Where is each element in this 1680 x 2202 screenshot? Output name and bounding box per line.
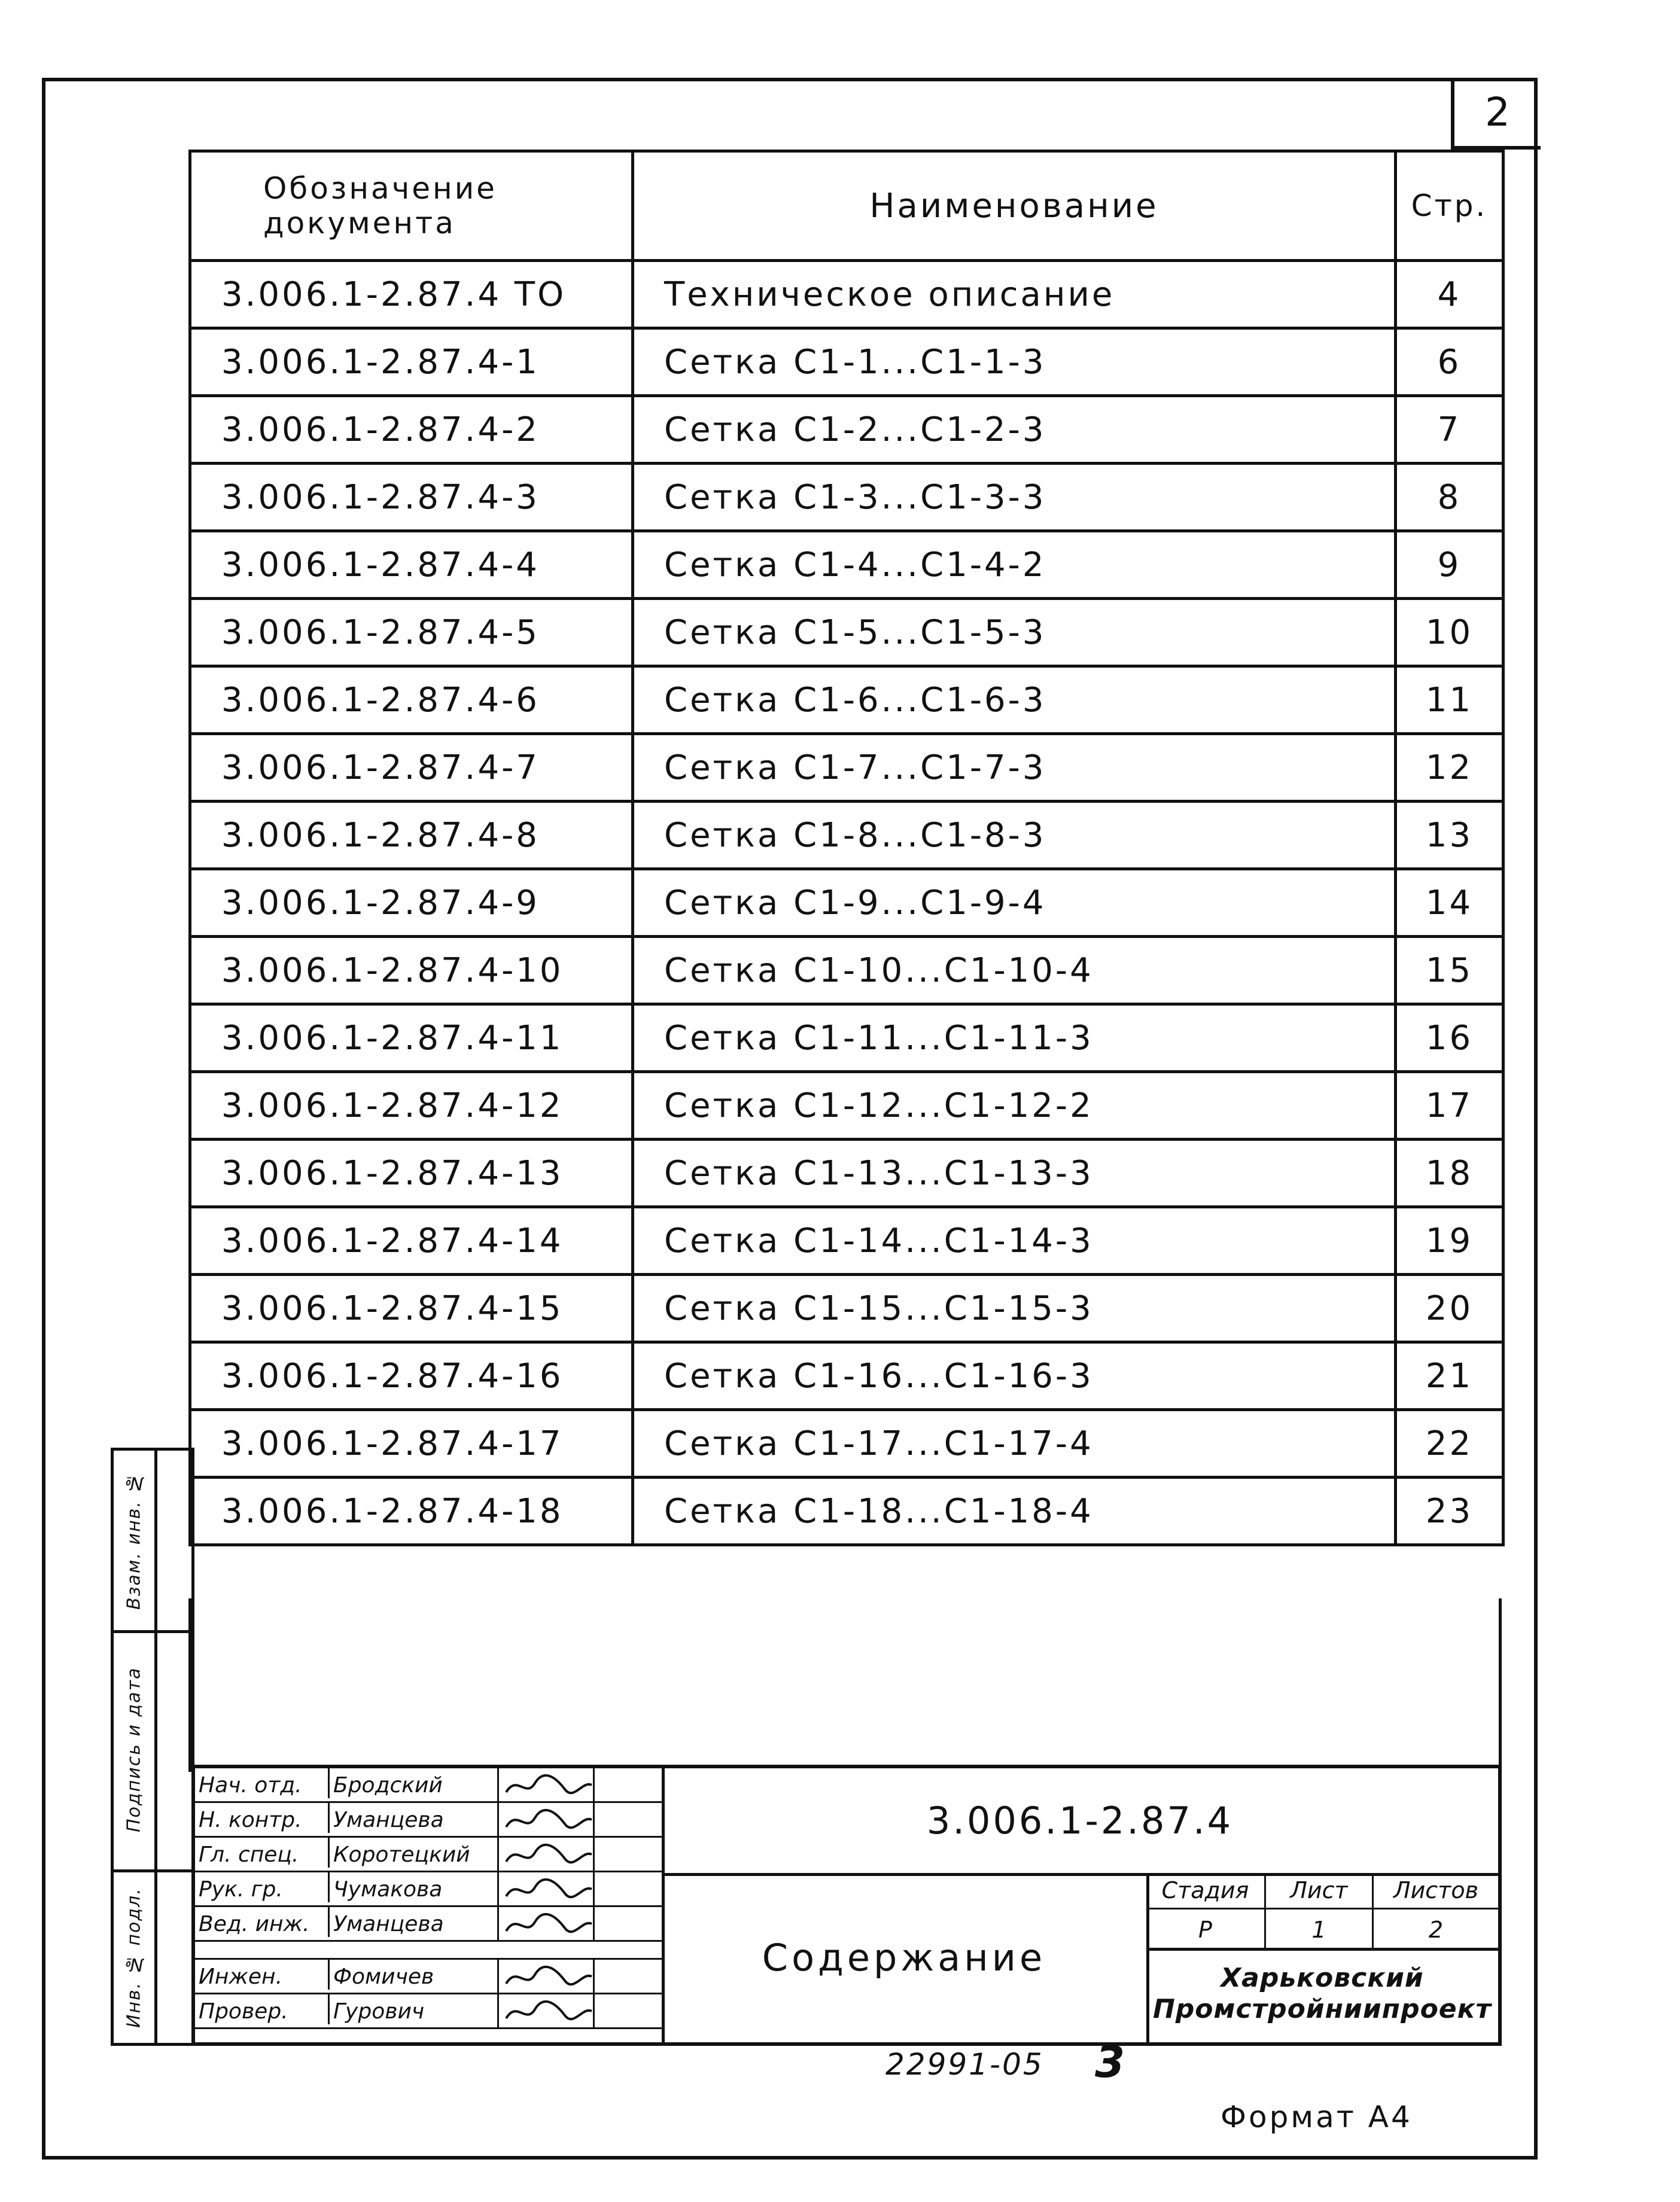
cell-page: 10 [1396,599,1504,666]
cell-name: Сетка С1-2...С1-2-3 [633,396,1396,464]
signature-role: Н. контр. [199,1808,302,1832]
side-label-original-inventory: Инв. № подл. [123,1887,145,2028]
header-page: Стр. [1396,151,1504,261]
signature-name: Коротецкий [328,1838,495,1868]
signature-row [195,1803,662,1838]
cell-name: Сетка С1-12...С1-12-2 [633,1072,1396,1140]
cell-page: 16 [1396,1004,1504,1072]
signature-name: Уманцева [328,1803,495,1833]
cell-code: 3.006.1-2.87.4-15 [190,1275,633,1342]
paper-format: Формат А4 [1221,2100,1413,2134]
signature-role: Провер. [199,1999,288,2024]
cell-name: Сетка С1-7...С1-7-3 [633,734,1396,802]
cell-name: Сетка С1-4...С1-4-2 [633,531,1396,599]
side-label-replacement: Взам. инв. № [123,1471,145,1610]
cell-name: Сетка С1-15...С1-15-3 [633,1275,1396,1342]
side-label-signature-date: Подпись и дата [123,1667,145,1833]
table-row [190,1140,1504,1207]
cell-code: 3.006.1-2.87.4-8 [190,802,633,869]
table-row [190,396,1504,464]
sheet-value: 1 [1311,1917,1326,1943]
cell-page: 9 [1396,531,1504,599]
cell-code: 3.006.1-2.87.4-4 [190,531,633,599]
inventory-number: 22991-05 [885,2047,1044,2082]
cell-page: 13 [1396,802,1504,869]
table-row [190,1207,1504,1275]
sheets-value: 2 [1428,1917,1444,1943]
cell-page: 20 [1396,1275,1504,1342]
cell-code: 3.006.1-2.87.4 ТО [190,261,633,328]
cell-page: 17 [1396,1072,1504,1140]
table-row [190,1072,1504,1140]
signature-role: Нач. отд. [199,1773,302,1798]
cell-name: Сетка С1-6...С1-6-3 [633,666,1396,734]
signature-row [195,1838,662,1872]
handwritten-signature [497,1803,595,1836]
sheets-cell [1374,1873,1498,1951]
table-row [190,734,1504,802]
sheets-label: Листов [1374,1873,1498,1909]
signature-role: Рук. гр. [199,1877,283,1902]
cell-code: 3.006.1-2.87.4-10 [190,937,633,1004]
cell-name: Сетка С1-8...С1-8-3 [633,802,1396,869]
signature-date [593,1872,664,1905]
side-strip-vline [154,1451,157,2043]
signature-row [195,1994,662,2029]
stage-value: Р [1198,1917,1212,1943]
cell-page: 11 [1396,666,1504,734]
handwritten-signature [497,1838,595,1871]
stage-label: Стадия [1146,1873,1264,1909]
handwritten-signature [497,1994,595,2027]
signature-name: Фомичев [328,1960,495,1990]
cell-page: 14 [1396,869,1504,937]
cell-page: 6 [1396,328,1504,396]
cell-name: Техническое описание [633,261,1396,328]
cell-code: 3.006.1-2.87.4-1 [190,328,633,396]
contents-table [188,150,1505,1546]
table-row [190,1410,1504,1478]
signature-row [195,1872,662,1907]
table-row [190,937,1504,1004]
cell-page: 8 [1396,464,1504,531]
cell-page: 4 [1396,261,1504,328]
signature-date [593,1907,664,1940]
table-row [190,666,1504,734]
table-row [190,1275,1504,1342]
stage-cell [1146,1873,1266,1951]
table-row [190,599,1504,666]
cell-page: 7 [1396,396,1504,464]
signature-row [195,1768,662,1803]
cell-page: 23 [1396,1478,1504,1545]
cell-name: Сетка С1-13...С1-13-3 [633,1140,1396,1207]
cell-name: Сетка С1-18...С1-18-4 [633,1478,1396,1545]
table-row [190,1342,1504,1410]
sheet-number [1451,78,1541,150]
signature-date [593,1960,664,1993]
organization [1146,1951,1498,2042]
handwritten-signature [497,1960,595,1993]
cell-name: Сетка С1-9...С1-9-4 [633,869,1396,937]
signature-gap-row [195,1942,662,1960]
cell-code: 3.006.1-2.87.4-6 [190,666,633,734]
cell-code: 3.006.1-2.87.4-12 [190,1072,633,1140]
cell-name: Сетка С1-10...С1-10-4 [633,937,1396,1004]
cell-name: Сетка С1-1...С1-1-3 [633,328,1396,396]
cell-code: 3.006.1-2.87.4-11 [190,1004,633,1072]
signature-name: Чумакова [328,1872,495,1902]
cell-name: Сетка С1-16...С1-16-3 [633,1342,1396,1410]
cell-code: 3.006.1-2.87.4-13 [190,1140,633,1207]
signature-row [195,1907,662,1942]
cell-code: 3.006.1-2.87.4-2 [190,396,633,464]
document-title-value: Содержание [762,1936,1046,1979]
handwritten-signature [497,1768,595,1801]
cell-page: 22 [1396,1410,1504,1478]
signature-name: Бродский [328,1768,495,1798]
table-row [190,1004,1504,1072]
cell-name: Сетка С1-11...С1-11-3 [633,1004,1396,1072]
page-marker: 3 [1095,2037,1125,2087]
cell-code: 3.006.1-2.87.4-9 [190,869,633,937]
title-block [191,1765,1502,2046]
signature-name: Уманцева [328,1907,495,1937]
sheet-number-value: 2 [1485,89,1510,135]
handwritten-signature [497,1907,595,1940]
cell-page: 18 [1396,1140,1504,1207]
signature-grid [195,1768,665,2042]
signature-role: Вед. инж. [199,1912,310,1936]
header-designation-line2: документа [263,206,456,240]
cell-name: Сетка С1-17...С1-17-4 [633,1410,1396,1478]
signature-name: Гурович [328,1994,495,2024]
organization-line2: Промстройниипроект [1152,1994,1492,2024]
table-row [190,869,1504,937]
cell-code: 3.006.1-2.87.4-3 [190,464,633,531]
signature-row [195,1960,662,1994]
cell-name: Сетка С1-14...С1-14-3 [633,1207,1396,1275]
cell-code: 3.006.1-2.87.4-17 [190,1410,633,1478]
handwritten-signature [497,1872,595,1905]
cell-code: 3.006.1-2.87.4-16 [190,1342,633,1410]
organization-line1: Харьковский [1221,1963,1424,1993]
cell-code: 3.006.1-2.87.4-18 [190,1478,633,1545]
document-title [662,1873,1149,2042]
stage-grid [1146,1873,1498,1951]
signature-role: Гл. спец. [199,1842,299,1867]
signature-date [593,1768,664,1801]
sheet-label: Лист [1266,1873,1372,1909]
table-row [190,1478,1504,1545]
cell-name: Сетка С1-3...С1-3-3 [633,464,1396,531]
table-row [190,802,1504,869]
signature-date [593,1994,664,2027]
header-designation-line1: Обозначение [263,171,497,206]
sheet-cell [1266,1873,1374,1951]
cell-page: 21 [1396,1342,1504,1410]
document-code-value: 3.006.1-2.87.4 [926,1799,1234,1842]
cell-code: 3.006.1-2.87.4-7 [190,734,633,802]
table-row [190,328,1504,396]
table-row [190,261,1504,328]
side-approval-strip [111,1448,194,2046]
cell-name: Сетка С1-5...С1-5-3 [633,599,1396,666]
header-name: Наименование [633,151,1396,261]
cell-code: 3.006.1-2.87.4-5 [190,599,633,666]
cell-page: 19 [1396,1207,1504,1275]
table-header-row [190,151,1504,261]
header-designation [190,151,633,261]
signature-date [593,1803,664,1836]
signature-date [593,1838,664,1871]
table-row [190,531,1504,599]
cell-page: 12 [1396,734,1504,802]
cell-page: 15 [1396,937,1504,1004]
document-code [662,1768,1498,1876]
table-empty-space [188,1598,1502,1772]
cell-code: 3.006.1-2.87.4-14 [190,1207,633,1275]
signature-role: Инжен. [199,1965,283,1989]
table-row [190,464,1504,531]
